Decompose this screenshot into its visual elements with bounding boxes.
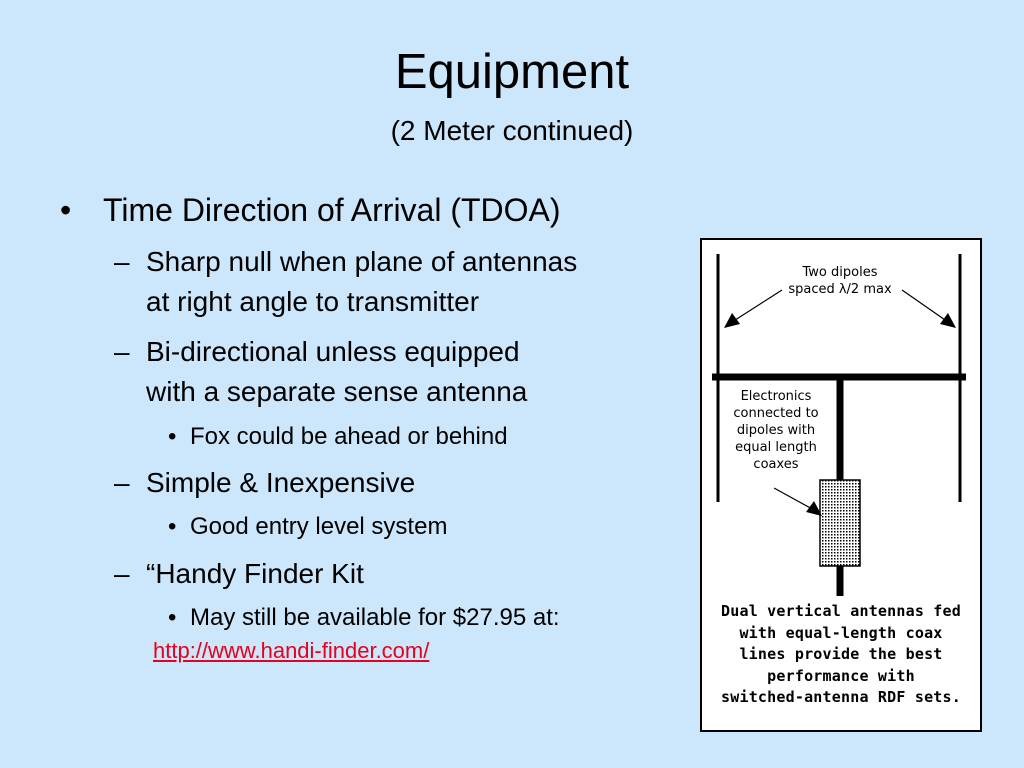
bullet-marker: • bbox=[60, 192, 72, 228]
bullet-text: May still be available for $27.95 at: bbox=[190, 604, 560, 631]
slide-title: Equipment bbox=[394, 45, 630, 99]
figure-caption bbox=[702, 601, 980, 709]
dipoles-label-line: spaced λ/2 max bbox=[788, 282, 892, 297]
bullet-marker: – bbox=[114, 467, 130, 498]
bullet-text: Good entry level system bbox=[190, 513, 448, 540]
bullet-text: Sharp null when plane of antennas bbox=[146, 246, 578, 277]
caption-line: performance with bbox=[767, 666, 915, 685]
electronics-label-line: dipoles with bbox=[736, 423, 816, 438]
caption-line: lines provide the best bbox=[739, 645, 943, 663]
bullet-marker: – bbox=[114, 558, 130, 589]
bullet-text: Time Direction of Arrival (TDOA) bbox=[103, 192, 561, 228]
dipoles-label bbox=[760, 264, 920, 298]
electronics-label-line: connected to bbox=[733, 406, 819, 421]
electronics-label-line: Electronics bbox=[740, 389, 812, 404]
bullet-text: Fox could be ahead or behind bbox=[190, 423, 508, 450]
bullet-marker: • bbox=[168, 604, 177, 631]
bullet-marker: • bbox=[168, 423, 177, 450]
handi-finder-link[interactable]: http://www.handi-finder.com/ bbox=[153, 638, 430, 663]
caption-line: switched-antenna RDF sets. bbox=[721, 688, 961, 706]
electronics-label-line: coaxes bbox=[753, 457, 799, 472]
electronics-label-line: equal length bbox=[735, 440, 817, 455]
dipoles-label-line: Two dipoles bbox=[802, 265, 878, 280]
bullet-text: with a separate sense antenna bbox=[146, 376, 528, 407]
bullet-marker: – bbox=[114, 246, 130, 277]
antenna-diagram bbox=[700, 238, 982, 732]
bullet-marker: • bbox=[168, 513, 177, 540]
caption-line: with equal-length coax bbox=[739, 623, 943, 642]
caption-line: Dual vertical antennas fed bbox=[721, 602, 961, 620]
bullet-marker: – bbox=[114, 336, 130, 367]
bullet-text: “Handy Finder Kit bbox=[146, 558, 364, 589]
bullet-text: Simple & Inexpensive bbox=[146, 467, 416, 498]
bullet-text: Bi-directional unless equipped bbox=[146, 336, 520, 367]
slide-subtitle: (2 Meter continued) bbox=[390, 115, 634, 146]
bullet-text: at right angle to transmitter bbox=[146, 286, 480, 317]
electronics-label bbox=[718, 388, 834, 473]
